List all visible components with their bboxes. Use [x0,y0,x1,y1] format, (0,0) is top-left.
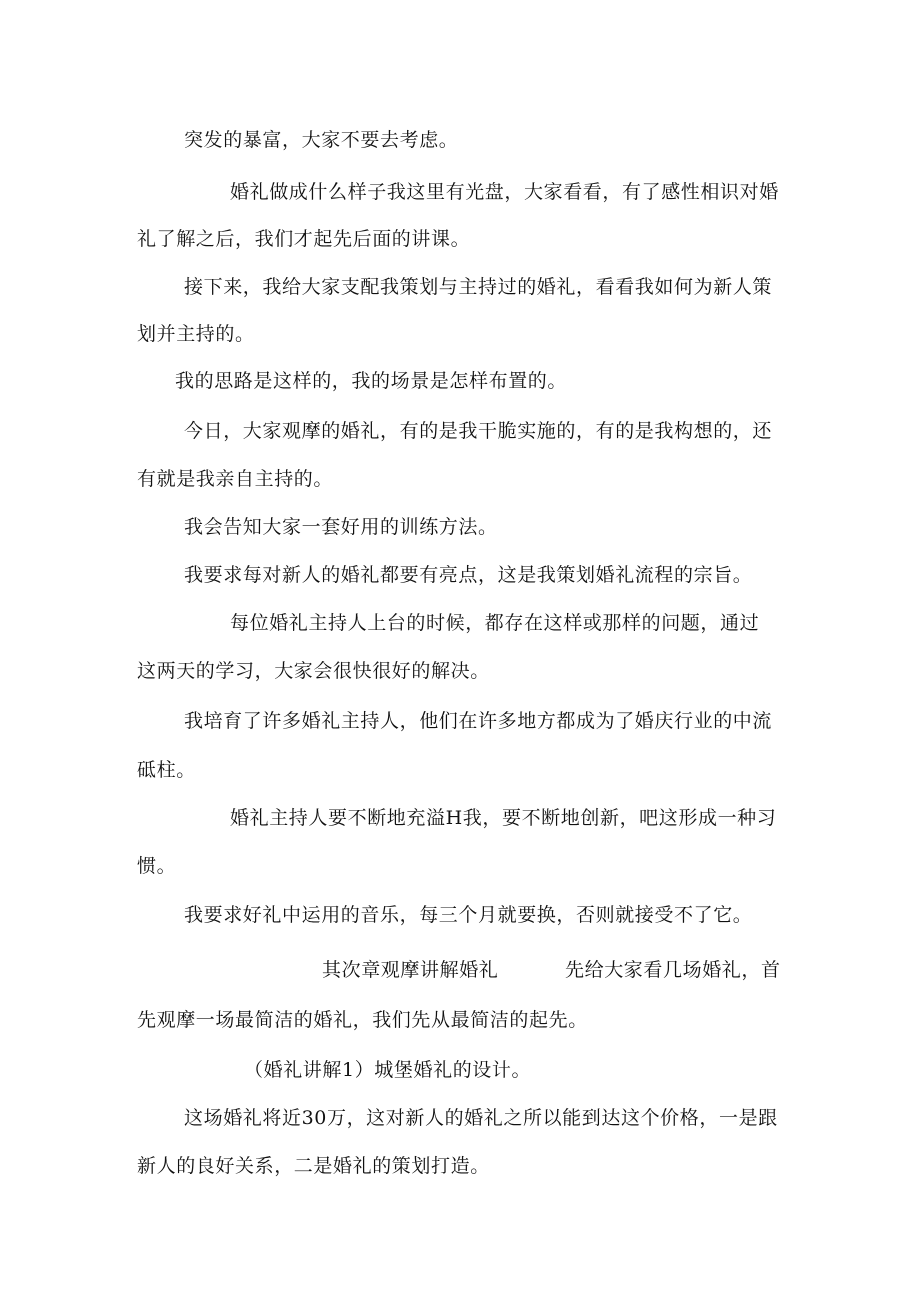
text-line: 突发的暴富，大家不要去考虑。 [184,129,459,151]
text-line: 先观摩一场最简洁的婚礼，我们先从最简洁的起先。 [137,1009,588,1031]
text-line: 我的思路是这样的，我的场景是怎样布置的。 [175,370,568,392]
chapter-heading: 其次章观摩讲解婚礼 [322,959,499,981]
text-line: 婚礼主持人要不断地充溢H我，要不断地创新，吧这形成一种习 [230,807,777,829]
text-line: 惯。 [137,855,177,877]
text-line: 今日，大家观摩的婚礼，有的是我干脆实施的，有的是我构想的，还 [184,420,773,442]
text-line: 有就是我亲自主持的。 [137,468,334,490]
text-line: 这两天的学习，大家会很快很好的解决。 [137,660,490,682]
text-line: 我会告知大家一套好用的训练方法。 [184,516,498,538]
text-line: 我要求好礼中运用的音乐，每三个月就要换，否则就接受不了它。 [184,904,753,926]
text-line: 划并主持的。 [137,323,255,345]
text-line: 这场婚礼将近30万，这对新人的婚礼之所以能到达这个价格，一是跟 [184,1107,778,1129]
text-line: 接下来，我给大家支配我策划与主持过的婚礼，看看我如何为新人策 [184,276,773,298]
text-line: 先给大家看几场婚礼，首 [565,959,781,981]
text-line: 我要求每对新人的婚礼都要有亮点，这是我策划婚礼流程的宗旨。 [184,564,753,586]
text-line: 婚礼做成什么样子我这里有光盘，大家看看，有了感性相识对婚 [230,181,779,203]
text-line: 我培育了许多婚礼主持人，他们在许多地方都成为了婚庆行业的中流 [184,710,773,732]
text-line: 砥柱。 [137,759,196,781]
text-line: 新人的良好关系，二是婚礼的策划打造。 [137,1155,490,1177]
text-line: 礼了解之后，我们才起先后面的讲课。 [137,228,471,250]
text-line: 每位婚礼主持人上台的时候，都存在这样或那样的问题，通过 [230,612,760,634]
section-heading: （婚礼讲解1）城堡婚礼的设计。 [244,1059,532,1081]
